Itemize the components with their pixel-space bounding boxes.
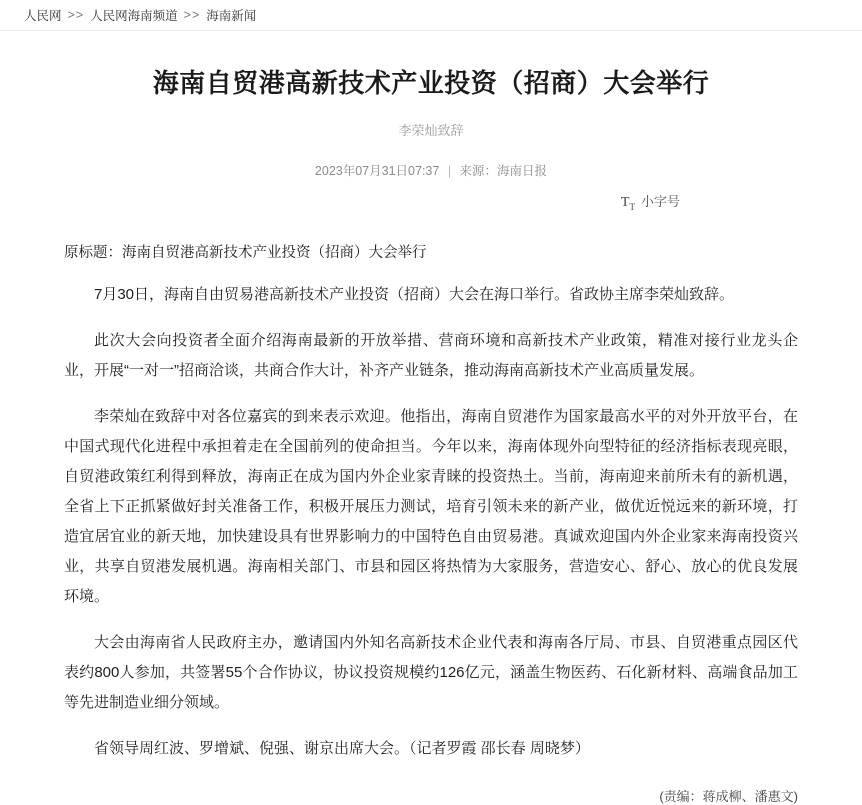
breadcrumb-item-2[interactable]: 海南新闻 xyxy=(206,9,257,23)
meta-separator: | xyxy=(447,164,452,178)
fontsize-bar xyxy=(64,191,798,212)
breadcrumb-separator-0: >> xyxy=(67,8,85,22)
editor-credit: (责编：蒋成柳、潘惠文) xyxy=(659,788,798,804)
breadcrumb-separator-1: >> xyxy=(183,8,201,22)
article-subtitle: 李荣灿致辞 xyxy=(398,123,464,138)
paragraph-2: 李荣灿在致辞中对各位嘉宾的到来表示欢迎。他指出，海南自贸港作为国家最高水平的对外开放平台，在中国式现代化进程中承担着走在全国前列的使命担当。今年以来，海南体现外向型特征的经济指标表现亮眼，自贸港政策红利得到释放，海南正在成为国内外企业家青睐的投资热土。当前，海南迎来前所未有的新机遇，全省上下正抓紧做好封关准备工作，积极开展压力测试，培育引领未来的新产业，做优近悦远来的新环境，打造宜居宜业的新天地，加快建设具有世界影响力的中国特色自由贸易港。真诚欢迎国内外企业家来海南投资兴业，共享自贸港发展机遇。海南相关部门、市县和园区将热情为大家服务，营造安心、舒心、放心的优良发展环境。 xyxy=(64,407,798,605)
publish-date: 2023年07月31日07:37 xyxy=(314,164,440,178)
paragraph-4: 省领导周红波、罗增斌、倪强、谢京出席大会。（记者罗霞 邵长春 周晓梦） xyxy=(94,739,590,757)
original-title: 原标题：海南自贸港高新技术产业投资（招商）大会举行 xyxy=(64,244,427,261)
article-paragraphs xyxy=(64,280,798,764)
article-meta xyxy=(64,161,798,179)
page-title: 海南自贸港高新技术产业投资（招商）大会举行 xyxy=(152,69,710,98)
font-size-icon: $T_T$ xyxy=(620,195,635,212)
breadcrumb xyxy=(0,0,862,31)
breadcrumb-item-0[interactable]: 人民网 xyxy=(24,9,62,23)
breadcrumb-item-1[interactable]: 人民网海南频道 xyxy=(90,9,178,23)
article-source: 来源：海南日报 xyxy=(459,164,548,178)
paragraph-0: 7月30日，海南自由贸易港高新技术产业投资（招商）大会在海口举行。省政协主席李荣灿致辞。 xyxy=(94,285,735,303)
font-size-button[interactable] xyxy=(621,191,680,212)
article-body xyxy=(0,63,862,805)
paragraph-3: 大会由海南省人民政府主办，邀请国内外知名高新技术企业代表和海南各厅局、市县、自贸港重点园区代表约800人参加，共签署55个合作协议，协议投资规模约126亿元，涵盖生物医药、石化新材料、高端食品加工等先进制造业细分领域。 xyxy=(64,633,798,711)
paragraph-1: 此次大会向投资者全面介绍海南最新的开放举措、营商环境和高新技术产业政策，精准对接行业龙头企业，开展“一对一”招商洽谈，共商合作大计，补齐产业链条，推动海南高新技术产业高质量发展。 xyxy=(64,331,798,379)
font-size-label: 小字号 xyxy=(640,194,680,209)
